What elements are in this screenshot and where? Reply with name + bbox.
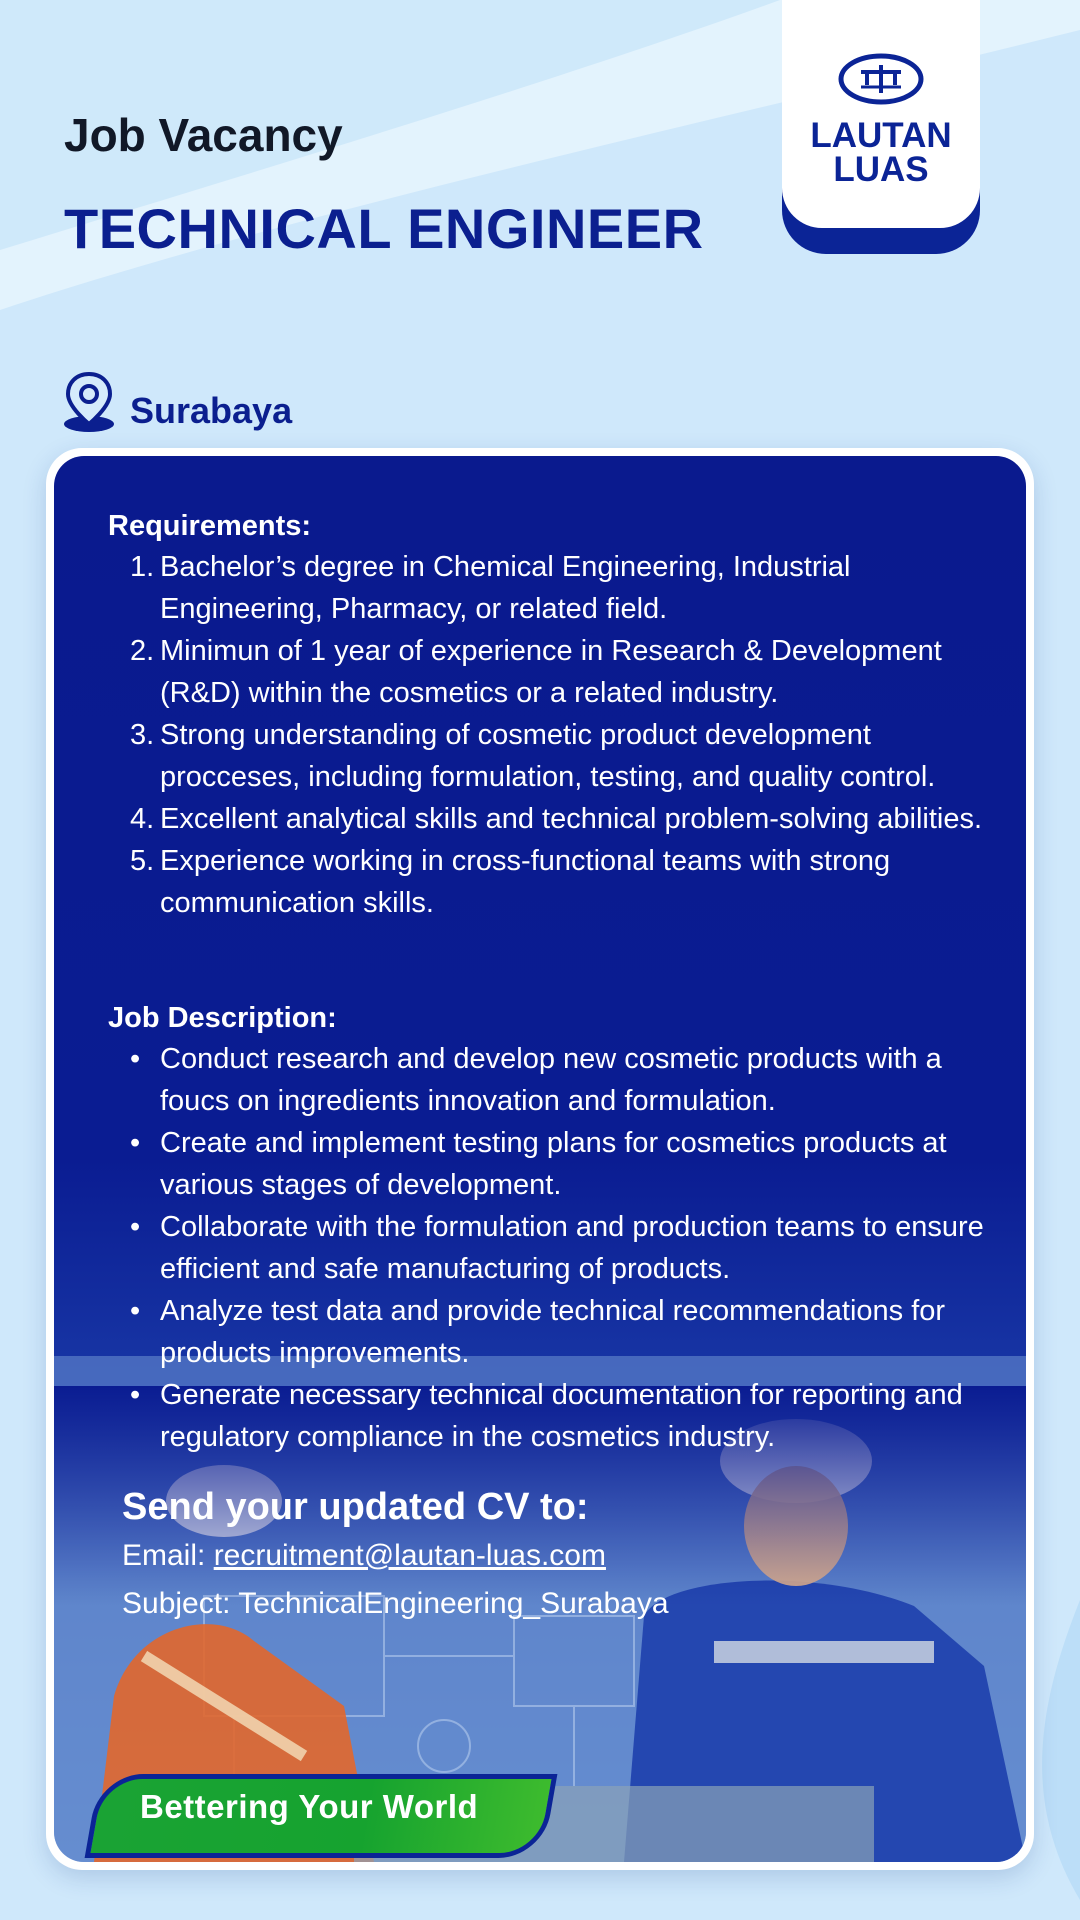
- bullet-marker: •: [130, 1295, 141, 1327]
- subject-label: Subject:: [122, 1587, 239, 1620]
- list-item: [108, 1290, 1008, 1374]
- list-item: [108, 840, 1008, 924]
- application-instructions: [122, 1486, 669, 1625]
- bullet-marker: •: [130, 1211, 141, 1243]
- requirements-heading: Requirements:: [108, 510, 312, 542]
- cta-heading: Send your updated CV to:: [122, 1486, 589, 1528]
- bullet-marker: •: [130, 1379, 141, 1411]
- subject-line: [122, 1583, 669, 1625]
- list-marker: 4.: [130, 803, 155, 835]
- bullet-marker: •: [130, 1043, 141, 1075]
- list-item-text: Experience working in cross-functional teams with strong communication skills.: [160, 845, 891, 919]
- location-label: Surabaya: [130, 390, 293, 431]
- list-item: [108, 714, 1008, 798]
- scale-in-oval-icon: [837, 52, 925, 106]
- list-item-text: Minimun of 1 year of experience in Research & Development (R&D) within the cosmetics or a related industry.: [160, 635, 942, 709]
- email-link[interactable]: recruitment@lautan-luas.com: [213, 1539, 606, 1572]
- list-item-text: Bachelor’s degree in Chemical Engineering, Industrial Engineering, Pharmacy, or related field.: [160, 551, 851, 625]
- list-item: [108, 1122, 1008, 1206]
- slogan-text: Bettering Your World: [140, 1788, 479, 1825]
- list-item: [108, 1374, 1008, 1458]
- job-details-card: [54, 456, 1026, 1862]
- list-item: [108, 1038, 1008, 1122]
- requirements-list: [108, 546, 1008, 924]
- logo-text-line-2: LUAS: [833, 150, 929, 189]
- logo-text-line-1: LAUTAN: [810, 116, 952, 155]
- list-item-text: Create and implement testing plans for cosmetics products at various stages of development.: [160, 1127, 947, 1201]
- list-item-text: Excellent analytical skills and technical problem-solving abilities.: [160, 803, 983, 835]
- list-item-text: Analyze test data and provide technical recommendations for products improvements.: [160, 1295, 946, 1369]
- list-marker: 3.: [130, 719, 155, 751]
- list-item-text: Strong understanding of cosmetic product development procceses, including formulation, testing, and quality control.: [160, 719, 936, 793]
- list-marker: 2.: [130, 635, 155, 667]
- list-item-text: Collaborate with the formulation and production teams to ensure efficient and safe manufacturing of products.: [160, 1211, 984, 1285]
- email-line: [122, 1535, 669, 1577]
- list-marker: 1.: [130, 551, 155, 583]
- list-item: [108, 1206, 1008, 1290]
- job-description-heading: Job Description:: [108, 1002, 337, 1034]
- logo-panel: [782, 0, 980, 228]
- list-item: [108, 798, 1008, 840]
- job-title: TECHNICAL ENGINEER: [64, 197, 704, 260]
- bullet-marker: •: [130, 1127, 141, 1159]
- map-pin-icon: [62, 370, 116, 434]
- list-item: [108, 630, 1008, 714]
- company-logo: [782, 0, 980, 254]
- list-item: [108, 546, 1008, 630]
- subject-value: TechnicalEngineering_Surabaya: [238, 1587, 669, 1620]
- list-marker: 5.: [130, 845, 155, 877]
- email-label: Email:: [122, 1539, 214, 1572]
- job-description-list: [108, 1038, 1008, 1458]
- list-item-text: Generate necessary technical documentation for reporting and regulatory compliance in the cosmetics industry.: [160, 1379, 963, 1453]
- list-item-text: Conduct research and develop new cosmetic products with a foucs on ingredients innovation and formulation.: [160, 1043, 942, 1117]
- job-vacancy-label: Job Vacancy: [64, 109, 343, 161]
